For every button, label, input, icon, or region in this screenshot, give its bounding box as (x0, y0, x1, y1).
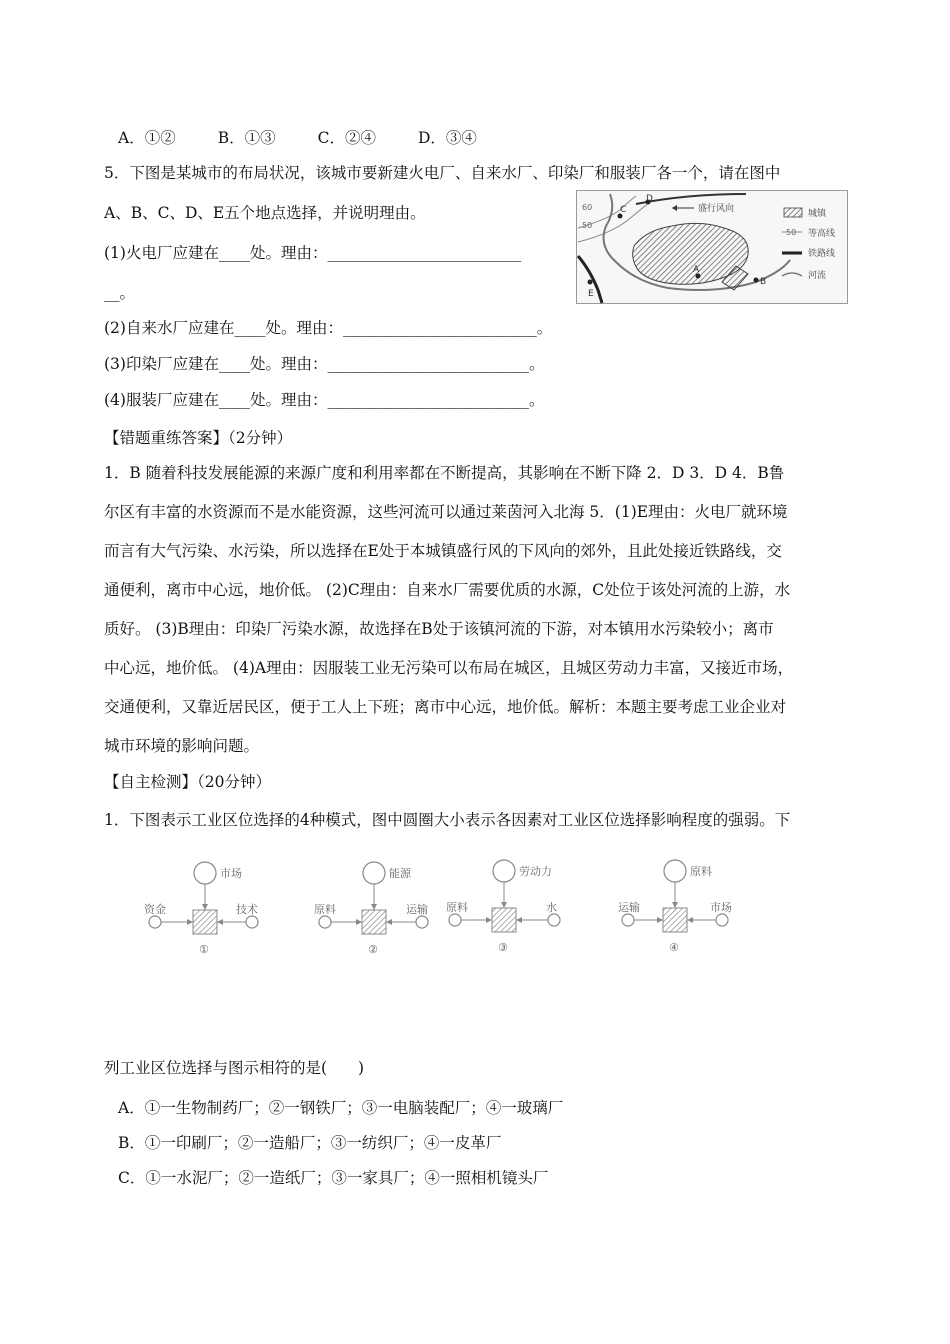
diagram-2 (314, 862, 428, 956)
diagram-1-left: 资金 (144, 903, 166, 916)
diagram-3-left: 原料 (446, 901, 468, 914)
q4-option-a: A．①② (118, 129, 176, 147)
diagram-2-right: 运输 (406, 903, 428, 916)
q4-options (118, 128, 519, 148)
q5-stem-line1: 5．下图是某城市的布局状况，该城市要新建火电厂、自来水厂、印染厂和服装厂各一个，请在图中 (104, 164, 781, 182)
diagram-2-number: ② (368, 943, 378, 956)
diagram-4-number: ④ (669, 941, 679, 954)
q5-part4: (4)服装厂应建在____处。理由：__________________________。 (104, 391, 545, 409)
q5-part1: (1)火电厂应建在____处。理由：_________________________ (104, 244, 522, 262)
location-diagrams (130, 855, 770, 965)
legend-contour: 等高线 (808, 229, 836, 239)
answers-line-1: 1．B 随着科技发展能源的来源广度和利用率都在不断提高，其影响在不断下降 2．D 3．D 4．B鲁 (104, 464, 785, 482)
legend-contour-symbol: 50 (786, 228, 797, 237)
diagram-2-left: 原料 (314, 903, 336, 916)
q5-part2: (2)自来水厂应建在____处。理由：_________________________。 (104, 319, 553, 337)
answers-line-6: 中心远，地价低。 (4)A理由：因服装工业无污染可以布局在城区，且城区劳动力丰富，又接近市场， (104, 659, 794, 677)
answers-line-3: 而言有大气污染、水污染，所以选择在E处于本城镇盛行风的下风向的郊外，且此处接近铁路线，交 (104, 542, 782, 560)
q4-option-c: C．②④ (317, 129, 376, 147)
q4-option-b: B．①③ (217, 129, 276, 147)
answers-line-7: 交通便利，又靠近居民区，便于工人上下班；离市中心远，地价低。解析：本题主要考虑工业企业对 (104, 698, 787, 716)
diagram-1-top: 市场 (220, 867, 242, 880)
answers-line-8: 城市环境的影响问题。 (104, 737, 260, 755)
self-test-option-c: C．①一水泥厂；②一造纸厂；③一家具厂；④一照相机镜头厂 (118, 1169, 549, 1187)
answers-line-4: 通便利，离市中心远，地价低。 (2)C理由：自来水厂需要优质的水源，C处位于该处河流的上游，水 (104, 581, 791, 599)
legend-river: 河流 (808, 271, 827, 281)
self-test-q1-line1: 1．下图表示工业区位选择的4种模式，图中圆圈大小表示各因素对工业区位选择影响程度的强弱。下 (104, 811, 791, 829)
self-test-heading: 【自主检测】（20分钟） (104, 773, 271, 791)
diagram-3-top: 劳动力 (519, 865, 552, 878)
legend-railway: 铁路线 (808, 249, 836, 259)
contour-label-60: 60 (582, 203, 593, 212)
contour-label-50: 50 (582, 221, 593, 230)
answers-line-5: 质好。 (3)B理由：印染厂污染水源，故选择在B处于该镇河流的下游，对本镇用水污染较小；离市 (104, 620, 774, 638)
diagram-3-number: ③ (498, 941, 508, 954)
q5-part3: (3)印染厂应建在____处。理由：__________________________。 (104, 355, 545, 373)
city-map (576, 190, 848, 304)
q5-part1-end: __。 (104, 284, 136, 302)
diagram-3-right: 水 (546, 901, 557, 914)
diagram-4-top: 原料 (690, 865, 712, 878)
diagram-4-left: 运输 (618, 901, 640, 914)
diagram-4-right: 市场 (710, 901, 732, 914)
site-c: C (620, 205, 627, 215)
site-a: A (693, 265, 700, 275)
diagram-1-number: ① (199, 943, 209, 956)
answers-heading: 【错题重练答案】（2分钟） (104, 429, 293, 447)
diagram-1-right: 技术 (236, 903, 258, 916)
wind-label: 盛行风向 (698, 204, 735, 214)
answers-line-2: 尔区有丰富的水资源而不是水能资源，这些河流可以通过莱茵河入北海 5．(1)E理由：火电厂就环境 (104, 503, 788, 521)
diagram-2-top: 能源 (389, 867, 411, 880)
diagram-4 (618, 860, 732, 954)
self-test-option-a: A．①一生物制药厂；②一钢铁厂；③一电脑装配厂；④一玻璃厂 (118, 1099, 564, 1117)
q4-option-d: D．③④ (417, 129, 477, 147)
site-d: D (646, 194, 653, 204)
site-b: B (760, 277, 767, 287)
q5-stem-line2: A、B、C、D、E五个地点选择，并说明理由。 (104, 204, 426, 222)
site-e: E (588, 289, 594, 299)
diagram-1 (144, 862, 258, 956)
self-test-option-b: B．①一印刷厂；②一造船厂；③一纺织厂；④一皮革厂 (118, 1134, 502, 1152)
diagram-3 (446, 860, 560, 954)
self-test-q1-line2: 列工业区位选择与图示相符的是( ) (104, 1059, 365, 1077)
legend-town: 城镇 (808, 209, 827, 219)
